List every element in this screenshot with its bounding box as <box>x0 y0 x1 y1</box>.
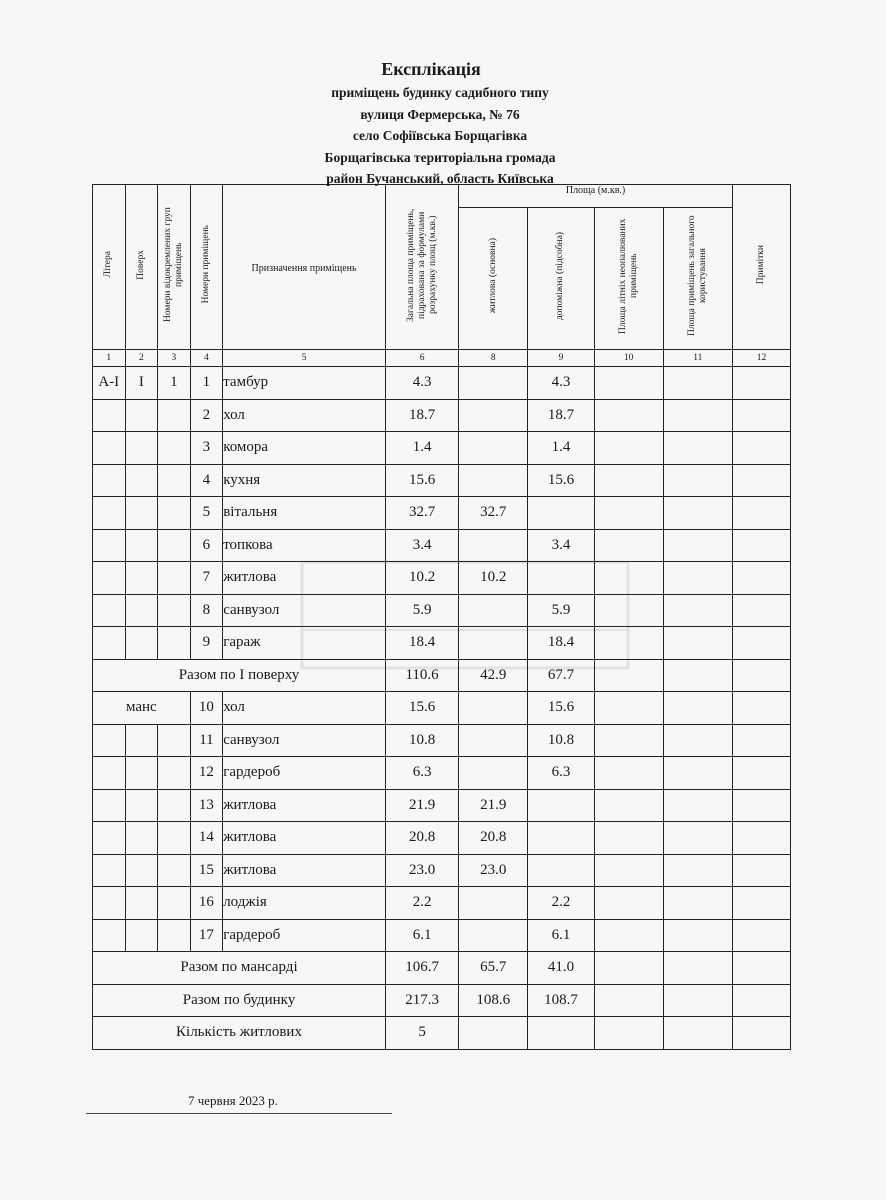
table-row <box>93 399 791 432</box>
notes-cell <box>732 757 790 790</box>
living-area-cell <box>459 919 528 952</box>
column-number: 11 <box>663 350 732 367</box>
notes-cell <box>732 919 790 952</box>
summer-area-cell <box>594 627 663 660</box>
header-purpose: Призначення приміщень <box>223 185 386 350</box>
floor-cell <box>125 464 158 497</box>
summary-aux: 108.7 <box>528 984 594 1017</box>
room-purpose-cell: хол <box>223 399 386 432</box>
explication-table <box>92 184 791 1050</box>
empty-cell <box>528 1017 594 1050</box>
group-cell <box>158 497 191 530</box>
notes-cell <box>732 724 790 757</box>
room-purpose-cell: гардероб <box>223 757 386 790</box>
summary-living: 65.7 <box>459 952 528 985</box>
column-number: 6 <box>385 350 458 367</box>
summer-area-cell <box>594 789 663 822</box>
group-cell <box>158 887 191 920</box>
summer-area-cell <box>594 692 663 725</box>
summer-area-cell <box>594 854 663 887</box>
litera-cell <box>93 529 126 562</box>
summer-area-cell <box>594 464 663 497</box>
living-area-cell <box>459 594 528 627</box>
summary-total: 110.6 <box>385 659 458 692</box>
common-area-cell <box>663 822 732 855</box>
document-title-block <box>0 56 886 190</box>
column-number: 1 <box>93 350 126 367</box>
notes-cell <box>732 529 790 562</box>
room-purpose-cell: кухня <box>223 464 386 497</box>
group-cell <box>158 464 191 497</box>
summer-area-cell <box>594 887 663 920</box>
litera-cell <box>93 789 126 822</box>
total-area-cell: 3.4 <box>385 529 458 562</box>
summary-label: Кількість житлових <box>93 1017 386 1050</box>
living-area-cell: 10.2 <box>459 562 528 595</box>
table-row <box>93 594 791 627</box>
common-area-cell <box>663 432 732 465</box>
common-area-cell <box>663 854 732 887</box>
summer-area-cell <box>594 984 663 1017</box>
column-number: 9 <box>528 350 594 367</box>
aux-area-cell <box>528 822 594 855</box>
notes-cell <box>732 464 790 497</box>
notes-cell <box>732 659 790 692</box>
common-area-cell <box>663 367 732 400</box>
room-number-cell: 4 <box>190 464 223 497</box>
living-area-cell <box>459 432 528 465</box>
total-area-cell: 10.2 <box>385 562 458 595</box>
column-number: 5 <box>223 350 386 367</box>
summer-area-cell <box>594 919 663 952</box>
total-area-cell: 20.8 <box>385 822 458 855</box>
floor2-summary-row <box>93 952 791 985</box>
group-cell <box>158 399 191 432</box>
litera-cell <box>93 562 126 595</box>
table-row <box>93 464 791 497</box>
column-number: 8 <box>459 350 528 367</box>
header-room-numbers: Номери приміщень <box>190 185 223 350</box>
room-purpose-cell: санвузол <box>223 724 386 757</box>
summer-area-cell <box>594 952 663 985</box>
floor-cell <box>125 497 158 530</box>
group-cell <box>158 919 191 952</box>
room-purpose-cell: житлова <box>223 562 386 595</box>
common-area-cell <box>663 659 732 692</box>
common-area-cell <box>663 952 732 985</box>
room-number-cell: 16 <box>190 887 223 920</box>
group-cell <box>158 529 191 562</box>
summary-label: Разом по будинку <box>93 984 386 1017</box>
litera-cell <box>93 757 126 790</box>
aux-area-cell <box>528 789 594 822</box>
summer-area-cell <box>594 562 663 595</box>
common-area-cell <box>663 529 732 562</box>
room-purpose-cell: хол <box>223 692 386 725</box>
aux-area-cell: 15.6 <box>528 464 594 497</box>
common-area-cell <box>663 464 732 497</box>
summer-area-cell <box>594 724 663 757</box>
total-area-cell: 23.0 <box>385 854 458 887</box>
table-row <box>93 432 791 465</box>
aux-area-cell: 6.3 <box>528 757 594 790</box>
common-area-cell <box>663 789 732 822</box>
room-number-cell: 5 <box>190 497 223 530</box>
litera-cell <box>93 432 126 465</box>
room-purpose-cell: лоджія <box>223 887 386 920</box>
floor1-summary-row <box>93 659 791 692</box>
header-total-area: Загальна площа приміщень, підрахована за формулами розрахунку площ (м.кв.) <box>385 185 458 350</box>
notes-cell <box>732 497 790 530</box>
common-area-cell <box>663 984 732 1017</box>
summary-total: 217.3 <box>385 984 458 1017</box>
total-area-cell: 21.9 <box>385 789 458 822</box>
living-area-cell <box>459 529 528 562</box>
room-purpose-cell: тамбур <box>223 367 386 400</box>
aux-area-cell: 2.2 <box>528 887 594 920</box>
table-row <box>93 789 791 822</box>
group-cell <box>158 432 191 465</box>
header-notes: Примітки <box>732 185 790 350</box>
room-purpose-cell: житлова <box>223 789 386 822</box>
table-row <box>93 627 791 660</box>
summary-total: 106.7 <box>385 952 458 985</box>
header-common: Площа приміщень загального користування <box>663 208 732 350</box>
room-number-cell: 11 <box>190 724 223 757</box>
total-area-cell: 10.8 <box>385 724 458 757</box>
empty-cell <box>594 1017 663 1050</box>
title-region: район Бучанський, область Київська <box>326 171 554 186</box>
header-summer: Площа літніх неопалюваних приміщень <box>594 208 663 350</box>
room-number-cell: 12 <box>190 757 223 790</box>
table-row <box>93 919 791 952</box>
group-cell <box>158 854 191 887</box>
table-row <box>93 854 791 887</box>
floor-cell <box>125 822 158 855</box>
living-area-cell: 21.9 <box>459 789 528 822</box>
floor-cell <box>125 529 158 562</box>
room-purpose-cell: гараж <box>223 627 386 660</box>
aux-area-cell: 6.1 <box>528 919 594 952</box>
summer-area-cell <box>594 497 663 530</box>
document-date: 7 червня 2023 р. <box>188 1093 278 1108</box>
total-area-cell: 18.4 <box>385 627 458 660</box>
column-number: 3 <box>158 350 191 367</box>
litera-cell <box>93 497 126 530</box>
summer-area-cell <box>594 659 663 692</box>
summer-area-cell <box>594 529 663 562</box>
floor-cell <box>125 854 158 887</box>
empty-cell <box>459 1017 528 1050</box>
group-cell <box>158 594 191 627</box>
notes-cell <box>732 984 790 1017</box>
room-purpose-cell: комора <box>223 432 386 465</box>
living-area-cell <box>459 757 528 790</box>
title-street: вулиця Фермерська, № 76 <box>360 106 520 122</box>
common-area-cell <box>663 692 732 725</box>
aux-area-cell <box>528 854 594 887</box>
group-cell <box>158 757 191 790</box>
aux-area-cell: 10.8 <box>528 724 594 757</box>
column-number: 12 <box>732 350 790 367</box>
floor-cell <box>125 724 158 757</box>
title-village: село Софіївська Борщагівка <box>352 128 528 143</box>
common-area-cell <box>663 724 732 757</box>
notes-cell <box>732 692 790 725</box>
table-row <box>93 887 791 920</box>
living-area-cell <box>459 464 528 497</box>
room-number-cell: 2 <box>190 399 223 432</box>
floor-cell: манс <box>93 692 191 725</box>
common-area-cell <box>663 594 732 627</box>
room-purpose-cell: санвузол <box>223 594 386 627</box>
room-purpose-cell: гардероб <box>223 919 386 952</box>
header-area-group: Площа (м.кв.) <box>459 185 733 208</box>
summer-area-cell <box>594 367 663 400</box>
common-area-cell <box>663 399 732 432</box>
floor-cell <box>125 627 158 660</box>
header-poverkh: Поверх <box>125 185 158 350</box>
notes-cell <box>732 399 790 432</box>
summary-label: Разом по І поверху <box>93 659 386 692</box>
room-number-cell: 10 <box>190 692 223 725</box>
table-row <box>93 367 791 400</box>
aux-area-cell: 15.6 <box>528 692 594 725</box>
total-area-cell: 15.6 <box>385 692 458 725</box>
total-area-cell: 18.7 <box>385 399 458 432</box>
litera-cell <box>93 594 126 627</box>
table-row <box>93 497 791 530</box>
common-area-cell <box>663 627 732 660</box>
aux-area-cell: 18.7 <box>528 399 594 432</box>
room-number-cell: 6 <box>190 529 223 562</box>
aux-area-cell: 18.4 <box>528 627 594 660</box>
group-cell <box>158 627 191 660</box>
living-area-cell <box>459 692 528 725</box>
living-area-cell <box>459 399 528 432</box>
living-area-cell: 23.0 <box>459 854 528 887</box>
aux-area-cell: 4.3 <box>528 367 594 400</box>
litera-cell <box>93 627 126 660</box>
total-area-cell: 4.3 <box>385 367 458 400</box>
room-number-cell: 3 <box>190 432 223 465</box>
notes-cell <box>732 952 790 985</box>
notes-cell <box>732 432 790 465</box>
summer-area-cell <box>594 822 663 855</box>
notes-cell <box>732 562 790 595</box>
living-count-row <box>93 1017 791 1050</box>
aux-area-cell <box>528 497 594 530</box>
table-row <box>93 724 791 757</box>
summary-living: 42.9 <box>459 659 528 692</box>
aux-area-cell: 1.4 <box>528 432 594 465</box>
document-title: Експлікація <box>381 59 481 79</box>
room-number-cell: 9 <box>190 627 223 660</box>
summary-aux: 41.0 <box>528 952 594 985</box>
total-area-cell: 5.9 <box>385 594 458 627</box>
building-total-row <box>93 984 791 1017</box>
common-area-cell <box>663 757 732 790</box>
floor-cell <box>125 887 158 920</box>
common-area-cell <box>663 919 732 952</box>
floor-cell <box>125 562 158 595</box>
total-area-cell: 1.4 <box>385 432 458 465</box>
title-subject: приміщень будинку садибного типу <box>331 85 549 100</box>
common-area-cell <box>663 887 732 920</box>
living-count-value: 5 <box>385 1017 458 1050</box>
notes-cell <box>732 789 790 822</box>
total-area-cell: 15.6 <box>385 464 458 497</box>
litera-cell <box>93 887 126 920</box>
table-row <box>93 562 791 595</box>
floor-cell <box>125 757 158 790</box>
group-cell <box>158 789 191 822</box>
summary-aux: 67.7 <box>528 659 594 692</box>
notes-cell <box>732 887 790 920</box>
notes-cell <box>732 594 790 627</box>
column-number: 10 <box>594 350 663 367</box>
header-auxiliary: допоміжна (підсобна) <box>528 208 594 350</box>
living-area-cell: 32.7 <box>459 497 528 530</box>
living-area-cell <box>459 887 528 920</box>
header-group-numbers: Номери відокремлених груп приміщень <box>158 185 191 350</box>
group-cell <box>158 822 191 855</box>
summer-area-cell <box>594 757 663 790</box>
total-area-cell: 6.3 <box>385 757 458 790</box>
floor-cell <box>125 594 158 627</box>
room-number-cell: 1 <box>190 367 223 400</box>
litera-cell: А-І <box>93 367 126 400</box>
room-purpose-cell: житлова <box>223 854 386 887</box>
notes-cell <box>732 627 790 660</box>
living-area-cell <box>459 367 528 400</box>
aux-area-cell <box>528 562 594 595</box>
header-litera: Літера <box>93 185 126 350</box>
table-row <box>93 529 791 562</box>
common-area-cell <box>663 497 732 530</box>
living-area-cell: 20.8 <box>459 822 528 855</box>
group-cell <box>158 724 191 757</box>
litera-cell <box>93 919 126 952</box>
common-area-cell <box>663 562 732 595</box>
header-living: житлова (основна) <box>459 208 528 350</box>
room-number-cell: 8 <box>190 594 223 627</box>
floor-cell: І <box>125 367 158 400</box>
summer-area-cell <box>594 594 663 627</box>
summary-label: Разом по мансарді <box>93 952 386 985</box>
column-number-row <box>93 350 791 367</box>
litera-cell <box>93 822 126 855</box>
table-row <box>93 822 791 855</box>
room-number-cell: 13 <box>190 789 223 822</box>
title-community: Борщагівська територіальна громада <box>324 149 556 165</box>
room-number-cell: 15 <box>190 854 223 887</box>
summer-area-cell <box>594 399 663 432</box>
room-number-cell: 7 <box>190 562 223 595</box>
room-number-cell: 17 <box>190 919 223 952</box>
aux-area-cell: 3.4 <box>528 529 594 562</box>
summary-living: 108.6 <box>459 984 528 1017</box>
litera-cell <box>93 464 126 497</box>
column-number: 2 <box>125 350 158 367</box>
total-area-cell: 32.7 <box>385 497 458 530</box>
notes-cell <box>732 854 790 887</box>
living-area-cell <box>459 724 528 757</box>
notes-cell <box>732 822 790 855</box>
room-purpose-cell: житлова <box>223 822 386 855</box>
group-cell <box>158 562 191 595</box>
aux-area-cell: 5.9 <box>528 594 594 627</box>
floor-cell <box>125 789 158 822</box>
litera-cell <box>93 399 126 432</box>
group-cell: 1 <box>158 367 191 400</box>
living-area-cell <box>459 627 528 660</box>
litera-cell <box>93 854 126 887</box>
total-area-cell: 6.1 <box>385 919 458 952</box>
floor-cell <box>125 919 158 952</box>
empty-cell <box>732 1017 790 1050</box>
room-purpose-cell: топкова <box>223 529 386 562</box>
table-row <box>93 692 791 725</box>
table-row <box>93 757 791 790</box>
summer-area-cell <box>594 432 663 465</box>
total-area-cell: 2.2 <box>385 887 458 920</box>
notes-cell <box>732 367 790 400</box>
room-number-cell: 14 <box>190 822 223 855</box>
empty-cell <box>663 1017 732 1050</box>
floor-cell <box>125 432 158 465</box>
column-number: 4 <box>190 350 223 367</box>
date-underline <box>86 1113 392 1114</box>
floor-cell <box>125 399 158 432</box>
room-purpose-cell: вітальня <box>223 497 386 530</box>
litera-cell <box>93 724 126 757</box>
